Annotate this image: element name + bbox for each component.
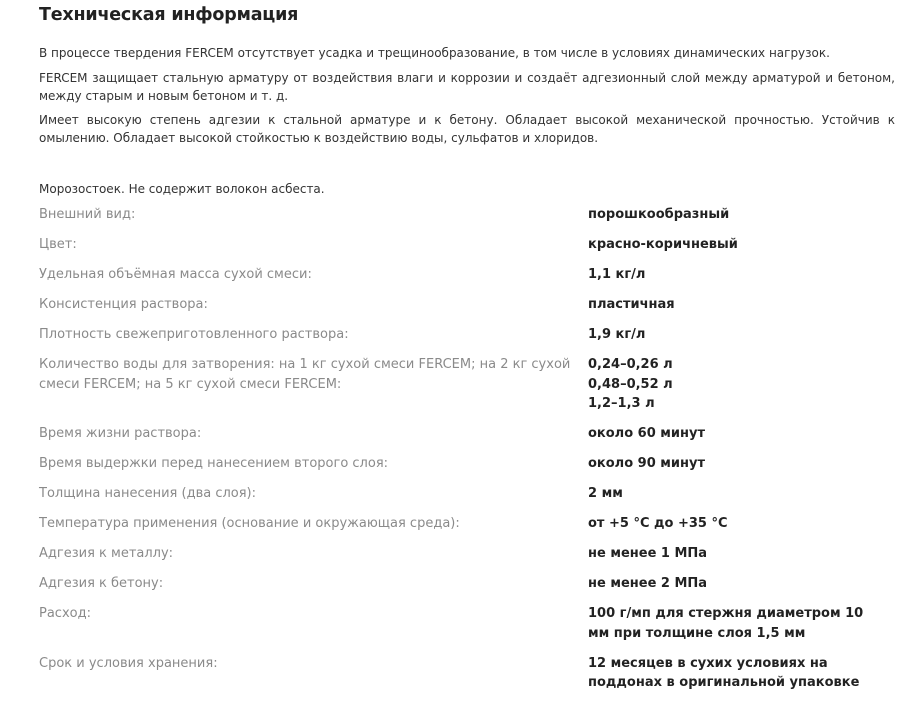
spec-value: около 60 минут bbox=[588, 426, 706, 441]
spec-label: Консистенция раствора: bbox=[39, 297, 208, 312]
spec-row bbox=[39, 355, 899, 414]
spec-label: Толщина нанесения (два слоя): bbox=[39, 486, 257, 501]
spec-label: Цвет: bbox=[39, 237, 77, 252]
spec-value: 0,24–0,26 л 0,48–0,52 л 1,2–1,3 л bbox=[588, 357, 673, 411]
spec-row bbox=[39, 295, 899, 315]
spec-label: Температура применения (основание и окружающая среда): bbox=[39, 516, 460, 531]
spec-row bbox=[39, 454, 899, 474]
intro-paragraph-4: Морозостоек. Не содержит волокон асбеста. bbox=[39, 182, 325, 196]
spec-row bbox=[39, 514, 899, 534]
spec-label: Срок и условия хранения: bbox=[39, 655, 218, 671]
spec-row bbox=[39, 484, 899, 504]
spec-value: 1,9 кг/л bbox=[588, 327, 646, 342]
spec-value: 100 г/мп для стержня диаметром 10 мм при толщине слоя 1,5 мм bbox=[588, 606, 864, 641]
spec-label: Плотность свежеприготовленного раствора: bbox=[39, 327, 349, 342]
spec-row bbox=[39, 235, 899, 255]
spec-value: 2 мм bbox=[588, 486, 623, 501]
spec-label: Время выдержки перед нанесением второго слоя: bbox=[39, 456, 389, 471]
spec-value: от +5 °С до +35 °С bbox=[588, 516, 728, 531]
spec-value: 12 месяцев в сухих условиях на поддонах в оригинальной упаковке bbox=[588, 655, 860, 690]
spec-row bbox=[39, 424, 899, 444]
spec-label: Адгезия к бетону: bbox=[39, 576, 164, 591]
spec-value: около 90 минут bbox=[588, 456, 706, 471]
intro-paragraph-2: FERCEM защищает стальную арматуру от воздействия влаги и коррозии и создаёт адгезионный слой между арматурой и бетоном, между старым и новым бетоном и т. д. bbox=[39, 71, 895, 103]
spec-label: Адгезия к металлу: bbox=[39, 546, 174, 561]
spec-row bbox=[39, 265, 899, 285]
spec-label: Удельная объёмная масса сухой смеси: bbox=[39, 267, 312, 282]
spec-value: не менее 1 МПа bbox=[588, 546, 708, 561]
spec-label: Расход: bbox=[39, 606, 91, 621]
spec-table bbox=[39, 205, 899, 693]
section-title: Техническая информация bbox=[39, 5, 299, 25]
spec-value: 1,1 кг/л bbox=[588, 267, 646, 282]
spec-value: красно-коричневый bbox=[588, 237, 738, 252]
spec-row bbox=[39, 205, 899, 225]
spec-value: не менее 2 МПа bbox=[588, 576, 708, 591]
spec-label: Время жизни раствора: bbox=[39, 426, 202, 441]
spec-label: Внешний вид: bbox=[39, 207, 136, 222]
intro-paragraph-3: Имеет высокую степень адгезии к стальной арматуре и к бетону. Обладает высокой механической прочностью. Устойчив к омылению. Обладает высокой стойкостью к воздействию воды, сульфатов и хлоридов. bbox=[39, 113, 895, 145]
spec-row bbox=[39, 604, 899, 643]
spec-row bbox=[39, 574, 899, 594]
spec-row bbox=[39, 544, 899, 564]
spec-value: порошкообразный bbox=[588, 207, 730, 222]
intro-paragraph-1: В процессе твердения FERCEM отсутствует усадка и трещинообразование, в том числе в условиях динамических нагрузок. bbox=[39, 46, 830, 60]
spec-label: Количество воды для затворения: на 1 кг сухой смеси FERCEM; на 2 кг сухой смеси FERCEM; на 5 кг сухой смеси FERCEM: bbox=[39, 357, 571, 392]
spec-row bbox=[39, 325, 899, 345]
spec-row bbox=[39, 654, 899, 693]
spec-value: пластичная bbox=[588, 297, 675, 312]
